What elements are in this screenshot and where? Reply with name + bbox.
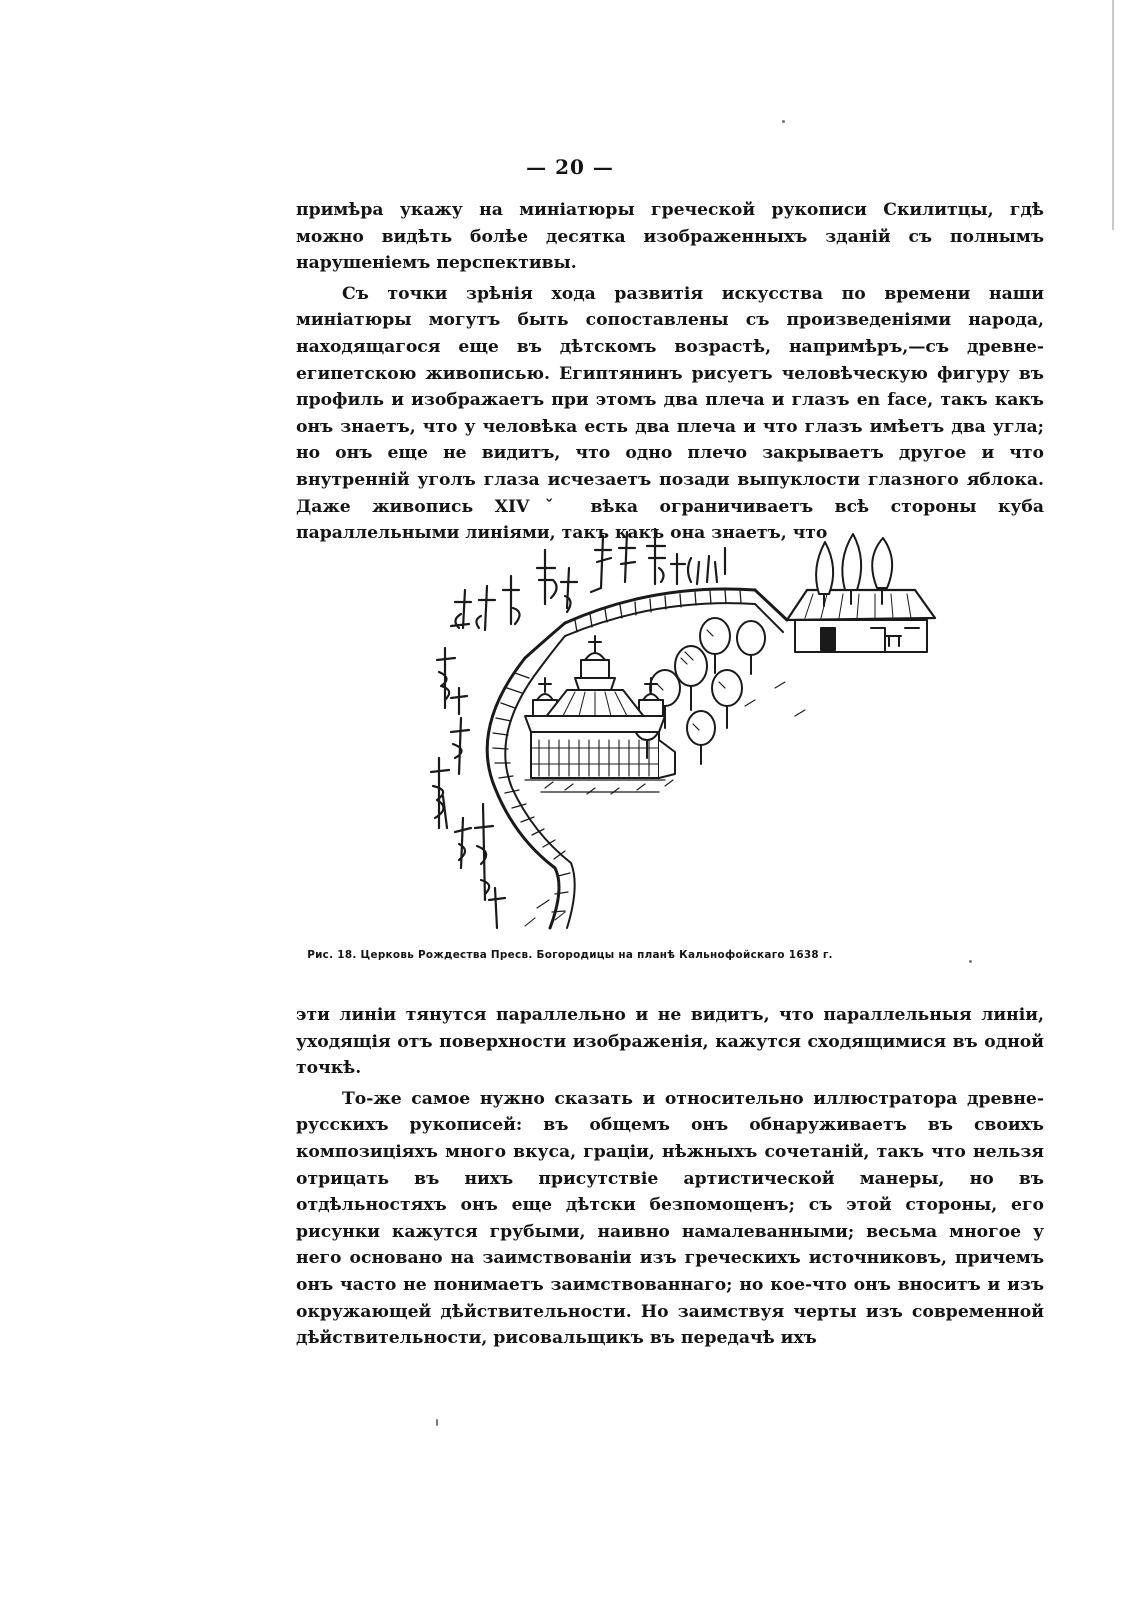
text-block-bottom [296,1002,1044,1352]
poplar-trees [816,534,892,606]
scan-speck [782,120,785,123]
wooden-house [787,590,935,652]
text-block-top [296,197,1044,547]
paragraph: Съ точки зрѣнія хода развитія искусства по времени наши миніатюры могутъ быть сопоставлены съ произведеніями народа, находящагося еще въ дѣтскомъ возрастѣ, напримѣръ,—съ древне-египетскою живописью. Египтянинъ рисуетъ человѣческую фигуру въ профиль и изображаетъ при этомъ два плеча и глазъ en face, такъ какъ онъ знаетъ, что у человѣка есть два плеча и что глазъ имѣетъ два угла; но онъ еще не видитъ, что одно плечо закрываетъ другое и что внутренній уголъ глаза исчезаетъ позади выпуклости глазного яблока. Даже живопись XIVˇ вѣка ограничиваетъ всѣ стороны куба параллельными линіями, такъ какъ она знаетъ, что [296,283,1044,544]
paragraph: То-же самое нужно сказать и относительно иллюстратора древне-русскихъ рукописей: въ общемъ онъ обнаруживаетъ въ своихъ композиціяхъ много вкуса, граціи, нѣжныхъ сочетаній, такъ что нельзя отрицать въ нихъ присутствіе артистической манеры, но въ отдѣльностяхъ онъ еще дѣтски безпомощенъ; съ этой стороны, его рисунки кажутся грубыми, наивно намалеванными; весьма многое у него основано на заимствованіи изъ греческихъ источниковъ, причемъ онъ часто не понимаетъ заимствованнаго; но кое-что онъ вноситъ и изъ окружающей дѣйствительности. Но заимствуя черты изъ современной дѣйствительности, рисовальщикъ въ передачѣ ихъ [296,1088,1044,1349]
scan-edge-mark [1112,0,1114,230]
scan-speck [436,1419,438,1426]
paragraph-continuation: примѣра укажу на миніатюры греческой рукописи Скилитцы, гдѣ можно видѣть болѣе десятка изображенныхъ зданій съ полнымъ нарушеніемъ перспективы. [296,200,1044,274]
figure-church-illustration [415,528,945,938]
figure-caption: Рис. 18. Церковь Рождества Пресв. Богородицы на планѣ Кальнофойскаго 1638 г. [307,949,833,961]
paragraph-continuation: эти линіи тянутся параллельно и не видитъ, что параллельныя линіи, уходящія отъ поверхности изображенія, кажутся сходящимися въ одной точкѣ. [296,1005,1044,1079]
orchard-trees [634,618,765,764]
page-number: — 20 — [526,155,614,179]
scan-speck [969,960,972,963]
